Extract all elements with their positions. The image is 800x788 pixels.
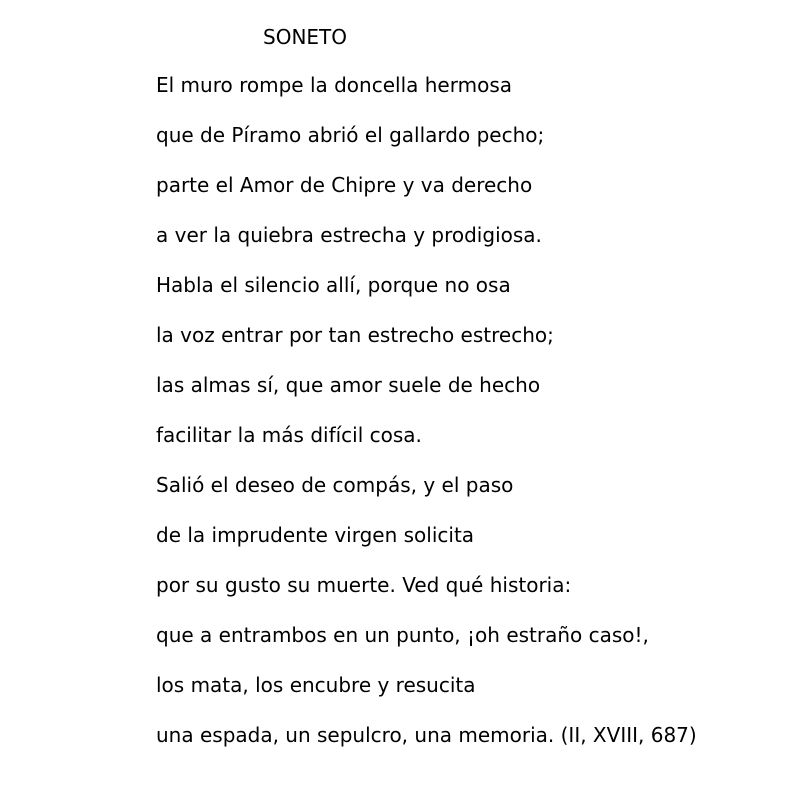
verse-line: la voz entrar por tan estrecho estrecho; xyxy=(156,323,554,347)
verse-line: Salió el deseo de compás, y el paso xyxy=(156,473,514,497)
verse-line: las almas sí, que amor suele de hecho xyxy=(156,373,541,397)
verse-line: El muro rompe la doncella hermosa xyxy=(156,73,512,97)
poem-title: SONETO xyxy=(263,25,347,49)
verse-line: facilitar la más difícil cosa. xyxy=(156,423,422,447)
verse-line: que a entrambos en un punto, ¡oh estraño caso!, xyxy=(156,623,649,647)
verse-line: los mata, los encubre y resucita xyxy=(156,673,476,697)
verse-line: de la imprudente virgen solicita xyxy=(156,523,475,547)
verse-line: una espada, un sepulcro, una memoria. (II, XVIII, 687) xyxy=(156,723,697,747)
verse-line: a ver la quiebra estrecha y prodigiosa. xyxy=(156,223,542,247)
poem-verses xyxy=(156,72,697,772)
verse-line: Habla el silencio allí, porque no osa xyxy=(156,273,511,297)
verse-line: por su gusto su muerte. Ved qué historia: xyxy=(156,573,572,597)
verse-line: parte el Amor de Chipre y va derecho xyxy=(156,173,533,197)
verse-line: que de Píramo abrió el gallardo pecho; xyxy=(156,123,545,147)
